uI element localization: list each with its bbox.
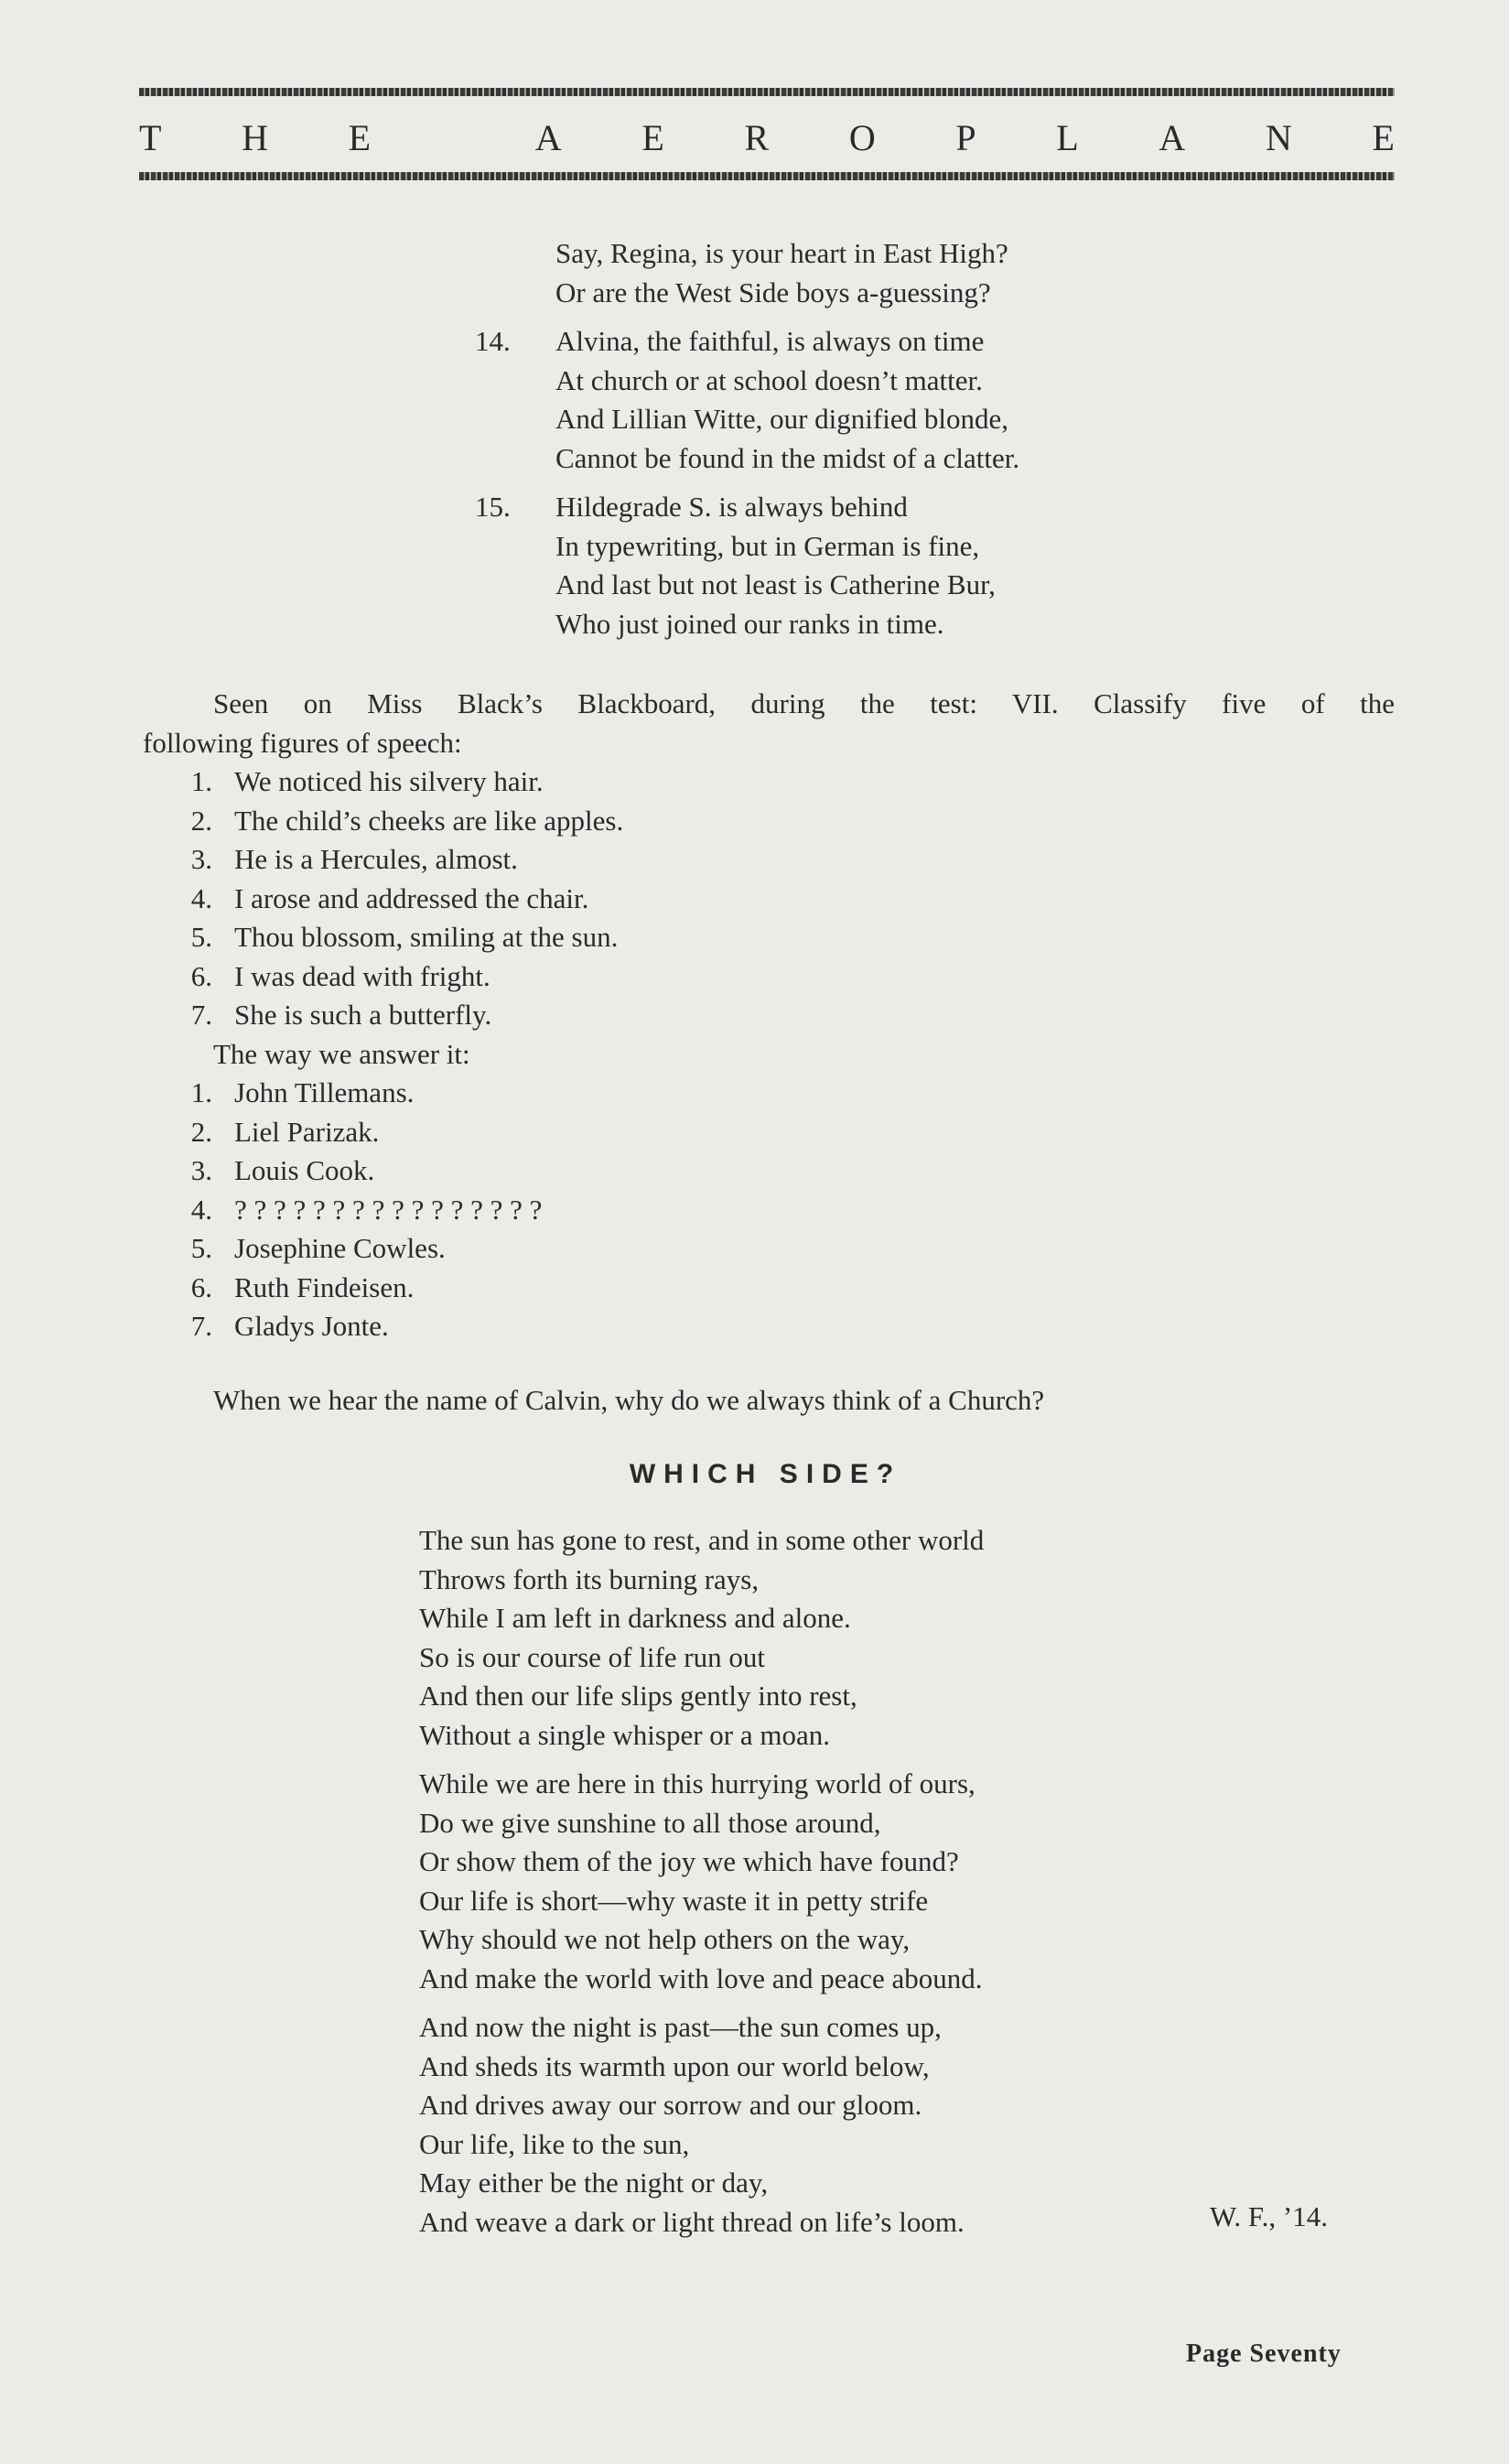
poem-line: Hildegrade S. is always behind bbox=[555, 491, 908, 523]
item-text: Louis Cook. bbox=[234, 1154, 375, 1186]
poem-line: Or show them of the joy we which have found? bbox=[419, 1845, 959, 1877]
which-side-poem bbox=[419, 1521, 984, 2242]
masthead-letter: N bbox=[1265, 116, 1292, 158]
poem-line: At church or at school doesn’t matter. bbox=[555, 363, 983, 396]
item-number: 3. bbox=[190, 843, 212, 875]
item-text: She is such a butterfly. bbox=[234, 999, 492, 1031]
masthead-letter: A bbox=[1159, 116, 1186, 158]
answers-list bbox=[143, 1074, 1395, 1346]
item-number: 7. bbox=[190, 1310, 212, 1342]
item-number: 6. bbox=[190, 1270, 212, 1303]
item-text: Liel Parizak. bbox=[234, 1115, 380, 1148]
poem-line: Throws forth its burning rays, bbox=[419, 1562, 760, 1595]
item-number: 4. bbox=[190, 881, 212, 914]
poem-line: Cannot be found in the midst of a clatter. bbox=[555, 441, 1020, 474]
list-item bbox=[143, 840, 1395, 880]
poem-line: Or are the West Side boys a-guessing? bbox=[555, 276, 991, 308]
poem-line: And drives away our sorrow and our gloom. bbox=[419, 2089, 922, 2121]
poem-line: And weave a dark or light thread on life’s loom. bbox=[419, 2205, 965, 2238]
list-item bbox=[143, 1074, 1395, 1113]
list-item bbox=[143, 802, 1395, 841]
masthead-letter: P bbox=[955, 116, 976, 158]
poem-signature: W. F., ’14. bbox=[1210, 2200, 1328, 2232]
poem-line: While I am left in darkness and alone. bbox=[419, 1602, 851, 1634]
item-text: We noticed his silvery hair. bbox=[234, 765, 544, 797]
masthead-letter: E bbox=[348, 116, 372, 158]
list-item bbox=[143, 1269, 1395, 1308]
item-text: Josephine Cowles. bbox=[234, 1232, 446, 1264]
poem-line: And sheds its warmth upon our world below, bbox=[419, 2049, 930, 2082]
poem-line: Say, Regina, is your heart in East High? bbox=[555, 237, 1008, 269]
poem-line: In typewriting, but in German is fine, bbox=[555, 529, 980, 562]
list-item bbox=[143, 1151, 1395, 1191]
item-text: I was dead with fright. bbox=[234, 959, 490, 992]
masthead-top-rule bbox=[139, 88, 1395, 96]
list-item bbox=[143, 1113, 1395, 1152]
blackboard-section bbox=[143, 685, 1395, 1346]
item-text: ? ? ? ? ? ? ? ? ? ? ? ? ? ? ? ? bbox=[234, 1193, 543, 1226]
masthead-letter: O bbox=[848, 116, 876, 158]
poem-line: And now the night is past—the sun comes up, bbox=[419, 2011, 942, 2043]
poem-line: And then our life slips gently into rest, bbox=[419, 1680, 857, 1712]
poem-line: And last but not least is Catherine Bur, bbox=[555, 568, 996, 600]
stanza-number: 15. bbox=[475, 491, 511, 523]
item-number: 4. bbox=[190, 1193, 212, 1226]
list-item bbox=[143, 1229, 1395, 1269]
list-item bbox=[143, 996, 1395, 1035]
masthead-letter: T bbox=[139, 116, 162, 158]
item-text: Ruth Findeisen. bbox=[234, 1270, 415, 1303]
item-text: I arose and addressed the chair. bbox=[234, 881, 589, 914]
item-text: The child’s cheeks are like apples. bbox=[234, 804, 624, 837]
joke-text: When we hear the name of Calvin, why do we always think of a Church? bbox=[213, 1384, 1045, 1416]
poem-line: While we are here in this hurrying world of ours, bbox=[419, 1767, 975, 1799]
masthead-letter: A bbox=[534, 116, 562, 158]
poem-line: Our life, like to the sun, bbox=[419, 2127, 690, 2160]
item-number: 6. bbox=[190, 959, 212, 992]
poem-line: Do we give sunshine to all those around, bbox=[419, 1806, 881, 1839]
item-number: 1. bbox=[190, 1076, 212, 1108]
item-number: 3. bbox=[190, 1154, 212, 1186]
masthead bbox=[139, 112, 1395, 163]
questions-list bbox=[143, 762, 1395, 1035]
blackboard-intro-continued: following figures of speech: bbox=[143, 726, 462, 759]
calvin-joke bbox=[213, 1381, 1044, 1421]
stanza-15 bbox=[475, 488, 1019, 643]
stanza-number: 14. bbox=[475, 325, 511, 357]
poem-line: Our life is short—why waste it in petty strife bbox=[419, 1884, 929, 1917]
list-item bbox=[143, 957, 1395, 997]
list-item bbox=[143, 1307, 1395, 1346]
list-item bbox=[143, 1191, 1395, 1230]
poem-line: May either be the night or day, bbox=[419, 2167, 769, 2199]
item-number: 5. bbox=[190, 1232, 212, 1264]
masthead-letter: L bbox=[1056, 116, 1079, 158]
item-text: Gladys Jonte. bbox=[234, 1310, 389, 1342]
page-number: Page Seventy bbox=[1186, 2340, 1342, 2368]
poem-line: Who just joined our ranks in time. bbox=[555, 607, 944, 640]
poem-line: So is our course of life run out bbox=[419, 1640, 765, 1673]
answer-intro: The way we answer it: bbox=[213, 1037, 470, 1070]
list-item bbox=[143, 880, 1395, 919]
poem-line: And Lillian Witte, our dignified blonde, bbox=[555, 403, 1008, 435]
item-text: John Tillemans. bbox=[234, 1076, 415, 1108]
item-text: He is a Hercules, almost. bbox=[234, 843, 518, 875]
item-number: 2. bbox=[190, 804, 212, 837]
item-text: Thou blossom, smiling at the sun. bbox=[234, 921, 619, 953]
masthead-letter: E bbox=[641, 116, 664, 158]
poem-line: Without a single whisper or a moan. bbox=[419, 1718, 831, 1751]
masthead-letter: R bbox=[744, 116, 770, 158]
item-number: 5. bbox=[190, 921, 212, 953]
blackboard-intro: Seen on Miss Black’s Blackboard, during the test: VII. Classify five of the bbox=[213, 687, 1395, 719]
poem-line: Alvina, the faithful, is always on time bbox=[555, 325, 985, 357]
masthead-bottom-rule bbox=[139, 172, 1395, 180]
masthead-letter: E bbox=[1372, 116, 1395, 158]
item-number: 1. bbox=[190, 765, 212, 797]
poem-title: WHICH SIDE? bbox=[629, 1459, 902, 1489]
list-item bbox=[143, 762, 1395, 802]
item-number: 7. bbox=[190, 999, 212, 1031]
stanza-14 bbox=[475, 322, 1020, 478]
masthead-letter: H bbox=[242, 116, 268, 158]
poem-line: The sun has gone to rest, and in some other world bbox=[419, 1524, 985, 1556]
item-number: 2. bbox=[190, 1115, 212, 1148]
class-poem bbox=[475, 234, 1020, 643]
poem-line: Why should we not help others on the way, bbox=[419, 1923, 911, 1955]
list-item bbox=[143, 918, 1395, 957]
poem-line: And make the world with love and peace abound. bbox=[419, 1961, 983, 1994]
